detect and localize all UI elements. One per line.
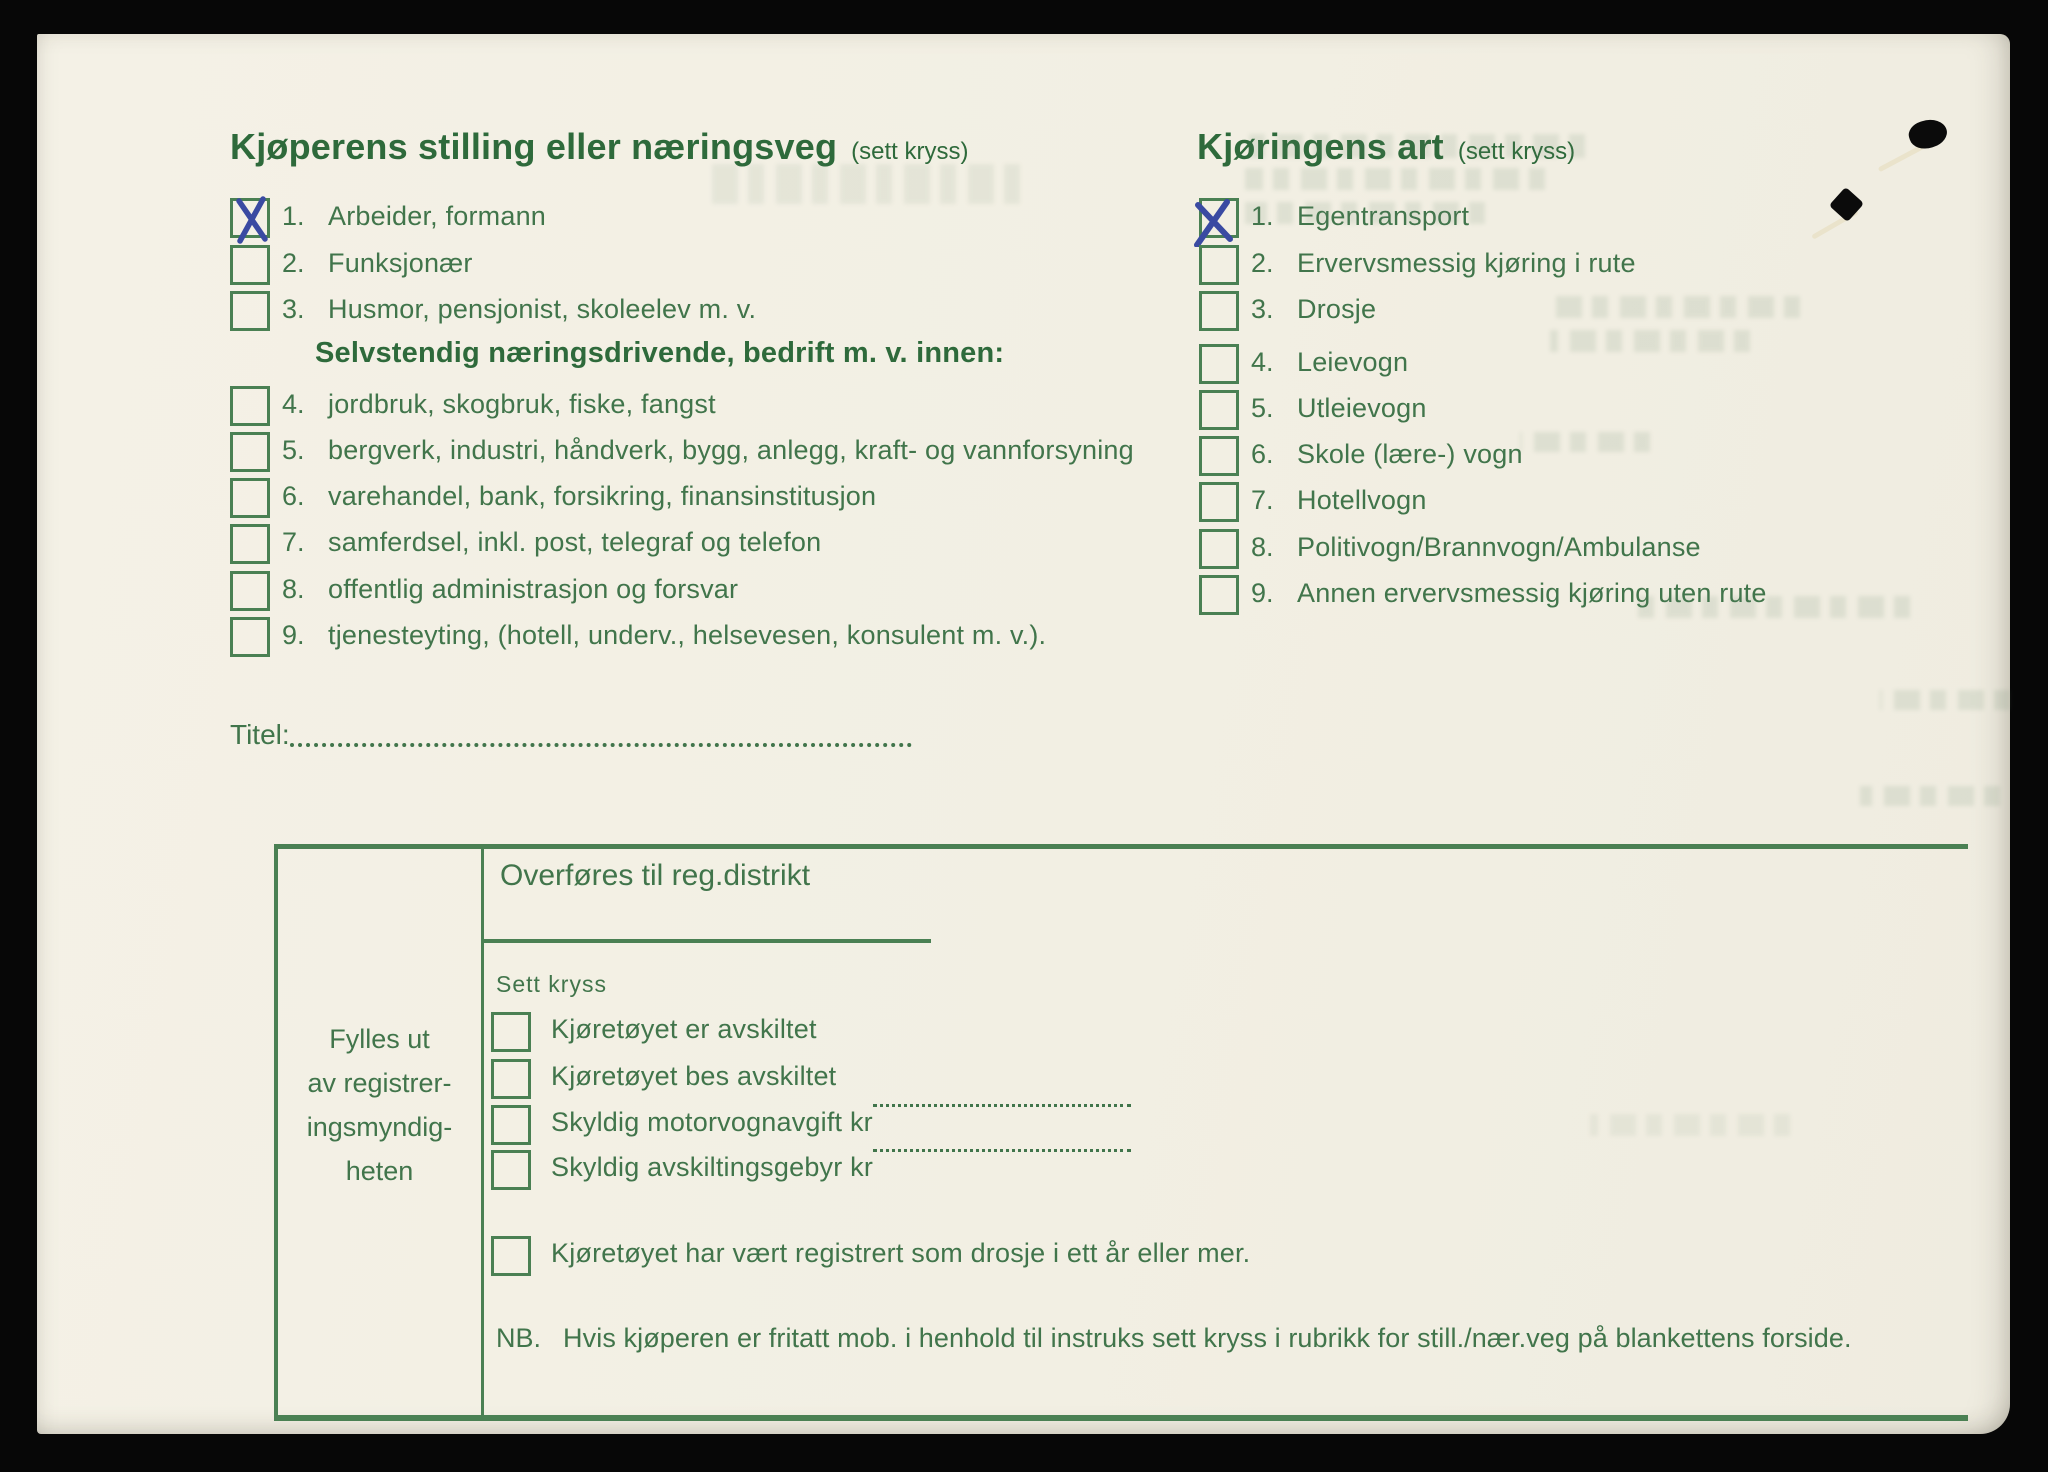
option-number: 3. <box>282 294 305 324</box>
checkbox[interactable] <box>1199 245 1239 285</box>
option-number: 4. <box>282 389 305 419</box>
checkbox[interactable] <box>1199 575 1239 615</box>
option-row <box>1199 528 1701 569</box>
bleed-through-smudge <box>1550 330 1750 352</box>
option-label: tjenesteyting, (hotell, underv., helsevesen, konsulent m. v.). <box>328 620 1047 650</box>
amount-fill-in-line[interactable] <box>873 1149 1131 1152</box>
box-option-label: Skyldig motorvognavgift kr <box>551 1107 873 1137</box>
option-label: samferdsel, inkl. post, telegraf og telefon <box>328 527 822 557</box>
option-row <box>1199 389 1427 430</box>
overfores-label: Overføres til reg.distrikt <box>500 859 811 892</box>
option-label: Funksjonær <box>328 248 473 278</box>
checkbox[interactable] <box>230 245 270 285</box>
side-label-line: Fylles ut <box>329 1024 430 1054</box>
form-paper <box>37 34 2010 1434</box>
checkbox[interactable] <box>230 198 270 238</box>
checkbox[interactable] <box>1199 344 1239 384</box>
option-label: Skole (lære-) vogn <box>1297 439 1523 469</box>
checkbox[interactable] <box>491 1059 531 1099</box>
option-number: 7. <box>282 527 305 557</box>
bleed-through-smudge <box>1550 296 1800 318</box>
nb-text: Hvis kjøperen er fritatt mob. i henhold til instruks sett kryss i rubrikk for still./nær.veg på blankettens forside. <box>563 1323 1852 1353</box>
bleed-through-smudge <box>1590 1114 1790 1136</box>
left-section-subheading: Selvstendig næringsdrivende, bedrift m. v. innen: <box>315 337 1005 369</box>
option-label: Ervervsmessig kjøring i rute <box>1297 248 1636 278</box>
option-label: Arbeider, formann <box>328 201 547 231</box>
checkbox[interactable] <box>1199 198 1239 238</box>
checkbox[interactable] <box>1199 291 1239 331</box>
checkbox[interactable] <box>230 571 270 611</box>
checkbox[interactable] <box>491 1012 531 1052</box>
option-label: Husmor, pensjonist, skoleelev m. v. <box>328 294 757 324</box>
checkbox[interactable] <box>1199 390 1239 430</box>
option-row <box>230 244 473 285</box>
side-label-line: ingsmyndig- <box>306 1112 453 1142</box>
box-option-row <box>491 1235 1250 1276</box>
box-option-row <box>491 1149 1131 1190</box>
amount-fill-in-line[interactable] <box>873 1104 1131 1107</box>
option-number: 7. <box>1251 485 1274 515</box>
option-number: 6. <box>282 481 305 511</box>
bleed-through-smudge <box>1245 134 1585 158</box>
sett-kryss-label: Sett kryss <box>496 971 607 997</box>
option-number: 5. <box>1251 393 1274 423</box>
bleed-through-smudge <box>1245 202 1485 224</box>
side-label-line: heten <box>345 1156 414 1186</box>
bleed-through-smudge <box>700 164 1020 204</box>
box-option-label: Kjøretøyet bes avskiltet <box>551 1061 837 1091</box>
left-section-note: (sett kryss) <box>851 138 969 165</box>
box-option-row <box>491 1104 1131 1145</box>
option-row <box>230 385 716 426</box>
titel-row <box>230 718 912 752</box>
option-number: 5. <box>282 435 305 465</box>
box-option-row <box>491 1058 836 1099</box>
bleed-through-smudge <box>1880 690 2010 710</box>
checkbox[interactable] <box>1199 436 1239 476</box>
option-number: 8. <box>1251 532 1274 562</box>
option-row <box>1199 343 1408 384</box>
check-x-mark <box>1190 195 1240 247</box>
check-x-mark <box>227 193 277 245</box>
checkbox[interactable] <box>230 478 270 518</box>
box-option-label: Skyldig avskiltingsgebyr kr <box>551 1152 874 1182</box>
ink-blot <box>1829 187 1864 222</box>
box-divider-line <box>481 849 484 1415</box>
option-row <box>230 523 821 564</box>
bleed-through-smudge <box>1245 168 1545 190</box>
option-row <box>1199 244 1636 285</box>
left-section-title: Kjøperens stilling eller næringsveg <box>230 126 838 167</box>
option-number: 2. <box>1251 248 1274 278</box>
option-number: 6. <box>1251 439 1274 469</box>
checkbox[interactable] <box>491 1150 531 1190</box>
box-option-label: Kjøretøyet har vært registrert som drosje i ett år eller mer. <box>551 1238 1251 1268</box>
option-number: 3. <box>1251 294 1274 324</box>
option-number: 2. <box>282 248 305 278</box>
checkbox[interactable] <box>230 386 270 426</box>
option-label: Leievogn <box>1297 347 1409 377</box>
option-row <box>230 431 1134 472</box>
checkbox[interactable] <box>230 617 270 657</box>
bleed-through-smudge <box>1630 596 1910 618</box>
checkbox[interactable] <box>230 524 270 564</box>
titel-fill-in-line[interactable] <box>290 743 912 747</box>
option-label: offentlig administrasjon og forsvar <box>328 574 739 604</box>
option-row <box>230 570 738 611</box>
checkbox[interactable] <box>1199 482 1239 522</box>
option-label: Politivogn/Brannvogn/Ambulanse <box>1297 532 1701 562</box>
option-row <box>1199 290 1376 331</box>
option-row <box>1199 481 1427 522</box>
option-label: Annen ervervsmessig kjøring uten rute <box>1297 578 1767 608</box>
fylles-ut-label <box>278 1017 481 1193</box>
checkbox[interactable] <box>230 432 270 472</box>
option-number: 1. <box>1251 201 1274 231</box>
option-label: Egentransport <box>1297 201 1470 231</box>
side-label-line: av registrer- <box>307 1068 452 1098</box>
option-label: bergverk, industri, håndverk, bygg, anlegg, kraft- og vannforsyning <box>328 435 1134 465</box>
option-number: 8. <box>282 574 305 604</box>
titel-label: Titel: <box>230 719 290 750</box>
option-label: jordbruk, skogbruk, fiske, fangst <box>328 389 716 419</box>
option-label: Utleievogn <box>1297 393 1427 423</box>
bleed-through-smudge <box>1860 786 2000 806</box>
checkbox[interactable] <box>1199 529 1239 569</box>
option-number: 1. <box>282 201 305 231</box>
checkbox[interactable] <box>230 291 270 331</box>
ink-blot <box>1906 115 1951 153</box>
option-row <box>230 197 546 238</box>
option-row <box>230 477 876 518</box>
right-section-note: (sett kryss) <box>1457 138 1576 165</box>
option-label: Hotellvogn <box>1297 485 1427 515</box>
bleed-through-smudge <box>1520 432 1650 452</box>
option-label: varehandel, bank, forsikring, finansinstitusjon <box>328 481 877 511</box>
checkbox[interactable] <box>491 1105 531 1145</box>
option-row <box>230 290 756 331</box>
box-option-label: Kjøretøyet er avskiltet <box>551 1014 817 1044</box>
option-number: 9. <box>282 620 305 650</box>
option-row <box>1199 435 1523 476</box>
option-number: 4. <box>1251 347 1274 377</box>
left-section-heading <box>230 126 968 168</box>
option-row <box>230 616 1046 657</box>
right-section-title: Kjøringens art <box>1197 126 1444 167</box>
nb-note <box>496 1323 1852 1354</box>
option-number: 9. <box>1251 578 1274 608</box>
box-option-row <box>491 1011 817 1052</box>
checkbox[interactable] <box>491 1236 531 1276</box>
nb-prefix: NB. <box>496 1323 542 1353</box>
overfores-fill-in-line[interactable] <box>481 939 931 943</box>
option-label: Drosje <box>1297 294 1377 324</box>
